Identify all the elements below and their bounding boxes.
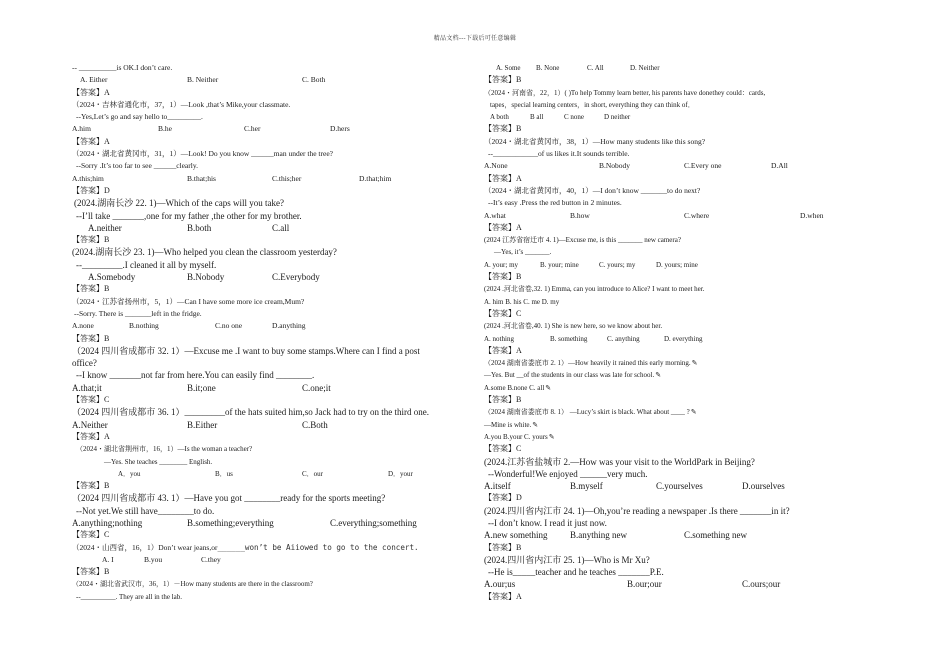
question-line (72, 492, 470, 504)
answer-text: 【答案】B (484, 75, 522, 85)
question-line (484, 419, 882, 431)
question-text: （2024 湖南省娄底市 2. 1）—How heavily it rained this early morning. (484, 359, 691, 368)
option-text: B.he (158, 124, 172, 134)
question-line (484, 136, 882, 148)
question-text: --I’ll take _______,one for my father ,the other for my brother. (76, 210, 302, 221)
option-text: C.yourselves (656, 481, 703, 492)
option-text: B.it;one (187, 382, 216, 393)
option-text: D.that;him (359, 173, 392, 183)
answer-text: 【答案】A (484, 591, 522, 601)
ink-mark-icon: ✎ (548, 432, 555, 441)
question-text: （2024・吉林省通化市，37，1）—Look ,that’s Mike,your classmate. (72, 99, 291, 109)
question-line (72, 443, 470, 455)
question-line (484, 185, 882, 197)
question-line (72, 62, 470, 74)
question-text: --__________. They are all in the lab. (76, 592, 183, 601)
options-row (72, 517, 470, 529)
option-text: C.Everybody (272, 272, 320, 283)
question-text: （2024・湖北省黄冈市，40，1）—I don’t know _______to do next? (484, 185, 701, 195)
answer-text: 【答案】A (72, 431, 110, 441)
option-text: B.nothing (129, 321, 159, 331)
answer-text: 【答案】A (484, 173, 522, 183)
question-line (484, 468, 882, 480)
ink-mark-icon: ✎ (532, 420, 539, 429)
option-text: D.ourselves (742, 481, 785, 492)
option-text: D. yours; mine (656, 260, 698, 269)
option-text: B.that;his (187, 173, 216, 183)
options-row (484, 210, 882, 222)
option-text: C.no one (215, 321, 243, 331)
answer-text: 【答案】A (484, 345, 522, 355)
answer-line (72, 333, 470, 345)
ink-mark-icon: ✎ (691, 359, 698, 368)
option-text: A.None (484, 161, 508, 171)
option-text: C.everything;something (330, 517, 417, 528)
options-row (72, 74, 470, 86)
options-row (484, 480, 882, 492)
question-line (72, 111, 470, 123)
option-text: A. I (102, 554, 114, 564)
answer-text: 【答案】B (484, 272, 522, 282)
answer-line (72, 566, 470, 578)
answer-text: 【答案】B (72, 567, 110, 577)
question-line (72, 99, 470, 111)
question-text: (2024.湖南长沙 22. 1)—Which of the caps will you take? (74, 198, 284, 209)
option-text: A．you (118, 469, 141, 478)
answer-text: 【答案】C (72, 395, 110, 405)
question-text: -- __________is OK.I don’t care. (72, 63, 173, 72)
right-column (484, 62, 882, 603)
option-text: C. anything (607, 334, 640, 343)
page-header: 精品文档---下载后可任意编辑 (433, 36, 517, 42)
answer-text: 【答案】A (484, 222, 522, 232)
answer-line (484, 345, 882, 357)
question-line (72, 369, 470, 381)
options-row (484, 160, 882, 172)
option-text: B. None (536, 64, 560, 72)
question-line (484, 456, 882, 468)
options-row (484, 62, 882, 74)
option-text: D neither (604, 113, 631, 122)
options-row (72, 173, 470, 185)
answer-line (72, 87, 470, 99)
answer-line (72, 480, 470, 492)
option-text: C.all (272, 222, 290, 233)
option-text: A.new something (484, 530, 548, 541)
question-line (484, 369, 882, 381)
options-row (72, 222, 470, 234)
question-text: (2024 江苏省宿迁市 4. 1)—Excuse me, is this _______ new camera? (484, 236, 681, 245)
answer-text: 【答案】B (72, 481, 110, 491)
question-text: （2024・湖北省武汉市，36，1）－How many students are there in the classroom? (72, 580, 313, 589)
question-text: tapes，special learning centers，in short, everything they can think of． (490, 100, 695, 109)
option-text: C.where (684, 210, 710, 220)
question-text: --I know _______not far from here.You can easily find ________. (76, 370, 315, 381)
answer-line (484, 591, 882, 603)
answer-line (72, 136, 470, 148)
option-text: A.anything;nothing (72, 517, 143, 528)
question-line (484, 234, 882, 246)
question-text: (2024.湖南长沙 23. 1)—Who helped you clean the classroom yesterday? (72, 247, 337, 258)
option-text: A.Neither (72, 419, 108, 430)
question-line (484, 87, 882, 99)
option-text: B.something;everything (187, 517, 274, 528)
question-text: --Sorry .It’s too far to see ______clearly. (76, 161, 198, 171)
options-row (484, 578, 882, 590)
option-text: B.anything new (570, 530, 627, 541)
option-text: A.none (72, 321, 94, 331)
option-text: C.Every one (684, 161, 722, 171)
option-text: A.what (484, 210, 506, 220)
option-text: D. everything (664, 334, 703, 343)
option-text: B.you (144, 554, 163, 564)
question-text: A. him B. his C. me D. my (484, 297, 560, 306)
question-text: —Yes. But __of the students in our class was late for school. (484, 371, 655, 380)
answer-text: 【答案】B (72, 284, 110, 294)
question-text: （2024・湖北省荆州市，16，1）—Is the woman a teacher? (76, 445, 253, 454)
option-text: A. Either (80, 75, 108, 85)
option-text: C. yours; my (599, 260, 636, 269)
answer-line (484, 542, 882, 554)
question-text: （2024 四川省成都市 36. 1）_________of the hats suited him,so Jack had to try on the third one. (72, 407, 429, 418)
question-text: (2024 .河北省卷,40. 1) She is new here, so we know about her. (484, 322, 663, 331)
answer-text: 【答案】D (484, 493, 522, 503)
option-text: A.our;us (484, 579, 516, 590)
option-text: C.they (201, 554, 221, 564)
answer-text: 【答案】C (484, 444, 522, 454)
question-line (484, 406, 882, 418)
question-line (72, 456, 470, 468)
option-text: D.hers (330, 124, 350, 134)
question-text: —Mine is white. (484, 420, 532, 429)
option-text: A.this;him (72, 173, 104, 183)
question-line (72, 578, 470, 590)
question-line (484, 566, 882, 578)
left-column (72, 62, 470, 603)
answer-text: 【答案】B (484, 542, 522, 552)
option-text: A.him (72, 124, 91, 134)
option-text: B. something (550, 334, 588, 343)
question-text: —Yes, it’s _______. (494, 248, 552, 257)
question-line (72, 505, 470, 517)
answer-line (484, 222, 882, 234)
question-text: A.you B.your C. yours (484, 432, 548, 441)
question-text: （2024・江苏省扬州市，5，1）—Can I have some more ice cream,Mum? (72, 296, 305, 306)
question-text: （2024・山西省，16，1）Don’t wear jeans,or (72, 542, 218, 552)
question-line (72, 160, 470, 172)
answer-line (72, 234, 470, 246)
answer-text: 【答案】B (484, 395, 522, 405)
answer-line (72, 394, 470, 406)
question-line (484, 148, 882, 160)
question-line (484, 357, 882, 369)
options-row (72, 382, 470, 394)
answer-text: 【答案】B (484, 124, 522, 134)
question-line (72, 357, 470, 369)
option-text: B. your; mine (540, 260, 579, 269)
option-text: A. Some (496, 64, 521, 72)
answer-text: 【答案】C (72, 530, 110, 540)
option-text: B.Nobody (599, 161, 631, 171)
ink-mark-icon: ✎ (690, 408, 697, 417)
answer-text: 【答案】A (72, 136, 110, 146)
question-line (484, 197, 882, 209)
options-row (72, 419, 470, 431)
question-line (484, 320, 882, 332)
question-text-mono: ______won’t be Aiiowed to go to the concert. (217, 542, 419, 552)
option-text: B.Nobody (187, 272, 225, 283)
option-text: B.Either (187, 419, 218, 430)
question-line (484, 283, 882, 295)
answer-text: 【答案】D (72, 185, 110, 195)
answer-line (484, 173, 882, 185)
question-text: --He is_____teacher and he teaches _______P.E. (488, 567, 664, 578)
question-line (484, 296, 882, 308)
answer-text: 【答案】B (72, 333, 110, 343)
answer-line (484, 394, 882, 406)
options-row (72, 320, 470, 332)
question-line (484, 505, 882, 517)
question-text: --Yes,Let’s go and say hello to_________. (76, 112, 203, 122)
question-line (72, 246, 470, 258)
question-line (72, 148, 470, 160)
question-line (484, 382, 882, 394)
question-line (484, 246, 882, 258)
question-text: office? (72, 358, 97, 369)
option-text: C.ours;our (742, 579, 781, 590)
option-text: B.both (187, 222, 212, 233)
option-text: D．your (388, 469, 413, 478)
options-row (484, 259, 882, 271)
question-line (72, 308, 470, 320)
option-text: A.neither (88, 222, 122, 233)
question-text: --Wonderful!We enjoyed ______very much. (488, 468, 648, 479)
option-text: C.one;it (302, 382, 331, 393)
options-row (484, 111, 882, 123)
option-text: A.Somebody (88, 272, 136, 283)
question-text: （2024 四川省成都市 43. 1）—Have you got ________ready for the sports meeting? (72, 493, 386, 504)
option-text: C. All (587, 64, 604, 72)
answer-text: 【答案】C (484, 308, 522, 318)
option-text: C none (564, 113, 585, 122)
answer-line (72, 431, 470, 443)
question-line (72, 345, 470, 357)
answer-line (484, 443, 882, 455)
option-text: D. Neither (630, 64, 660, 72)
answer-line (484, 74, 882, 86)
options-row (484, 529, 882, 541)
answer-line (484, 492, 882, 504)
option-text: D.anything (272, 321, 306, 331)
options-row (72, 271, 470, 283)
option-text: C.Both (302, 419, 328, 430)
answer-line (72, 185, 470, 197)
answer-line (72, 529, 470, 541)
options-row (72, 468, 470, 480)
option-text: B.how (570, 210, 590, 220)
question-text: （2024 四川省成都市 32. 1）—Excuse me .I want to buy some stamps.Where can I find a post (72, 345, 420, 356)
question-text: --_________.I cleaned it all by myself. (76, 259, 217, 270)
option-text: A. nothing (484, 334, 514, 343)
option-text: A.that;it (72, 382, 102, 393)
options-row (72, 554, 470, 566)
question-line (72, 197, 470, 209)
option-text: D.All (771, 161, 788, 171)
question-line (72, 591, 470, 603)
question-text: —Yes. She teaches ________ English. (104, 457, 213, 466)
answer-text: 【答案】B (72, 235, 110, 245)
question-text: --It’s easy .Press the red button in 2 minutes. (488, 198, 622, 208)
option-text: B.myself (570, 481, 603, 492)
question-text: （2024・湖北省黄冈市，31，1）—Look! Do you know ______man under the tree? (72, 149, 334, 159)
option-text: C. Both (302, 75, 326, 85)
option-text: B. Neither (187, 75, 219, 85)
option-text: A.itself (484, 481, 511, 492)
question-line (72, 210, 470, 222)
question-text: (2024 .河北省卷,32. 1) Emma, can you introduce to Alice? I want to meet her. (484, 285, 705, 294)
question-line (484, 431, 882, 443)
option-text: B all (530, 113, 544, 122)
options-row (484, 333, 882, 345)
answer-line (72, 283, 470, 295)
option-text: C.something new (684, 530, 747, 541)
question-line (484, 517, 882, 529)
option-text: A. your; my (484, 260, 519, 269)
question-line (72, 542, 470, 554)
question-text: --Sorry. There is _______left in the fridge. (74, 308, 202, 318)
option-text: C.her (244, 124, 261, 134)
question-text: (2024.四川省内江市 25. 1)—Who is Mr Xu? (484, 554, 650, 565)
question-line (72, 406, 470, 418)
question-text: （2024 湖南省娄底市 8. 1） —Lucy’s skirt is black. What about ____ ? (484, 408, 690, 417)
option-text: B.our;our (627, 579, 662, 590)
answer-text: 【答案】A (72, 87, 110, 97)
question-text: --I don’t know. I read it just now. (488, 517, 607, 528)
question-text: A.some B.none C. all (484, 383, 545, 392)
question-text: --____________of us likes it.It sounds terrible. (488, 149, 630, 159)
answer-line (484, 271, 882, 283)
question-text: (2024.四川省内江市 24. 1)—Oh,you’re reading a newspaper .Is there _______in it? (484, 505, 790, 516)
question-line (484, 99, 882, 111)
option-text: C.this;her (272, 173, 302, 183)
option-text: B．us (215, 469, 233, 478)
question-line (72, 296, 470, 308)
question-text: （2024・湖北省黄冈市，38，1）—How many students like this song? (484, 136, 706, 146)
question-line (72, 259, 470, 271)
answer-line (484, 123, 882, 135)
question-text: --Not yet.We still have________to do. (76, 505, 215, 516)
answer-line (484, 308, 882, 320)
question-text: （2024・河南省，22，1）( )To help Tommy learn better, his parents have donethey could：cards, (484, 88, 766, 97)
question-text: (2024.江苏省盐城市 2.—How was your visit to the WorldPark in Beijing? (484, 456, 755, 467)
option-text: A both (490, 113, 509, 122)
option-text: D.when (800, 210, 824, 220)
question-line (484, 554, 882, 566)
ink-mark-icon: ✎ (655, 371, 662, 380)
options-row (72, 123, 470, 135)
ink-mark-icon: ✎ (545, 383, 552, 392)
option-text: C．our (302, 469, 323, 478)
